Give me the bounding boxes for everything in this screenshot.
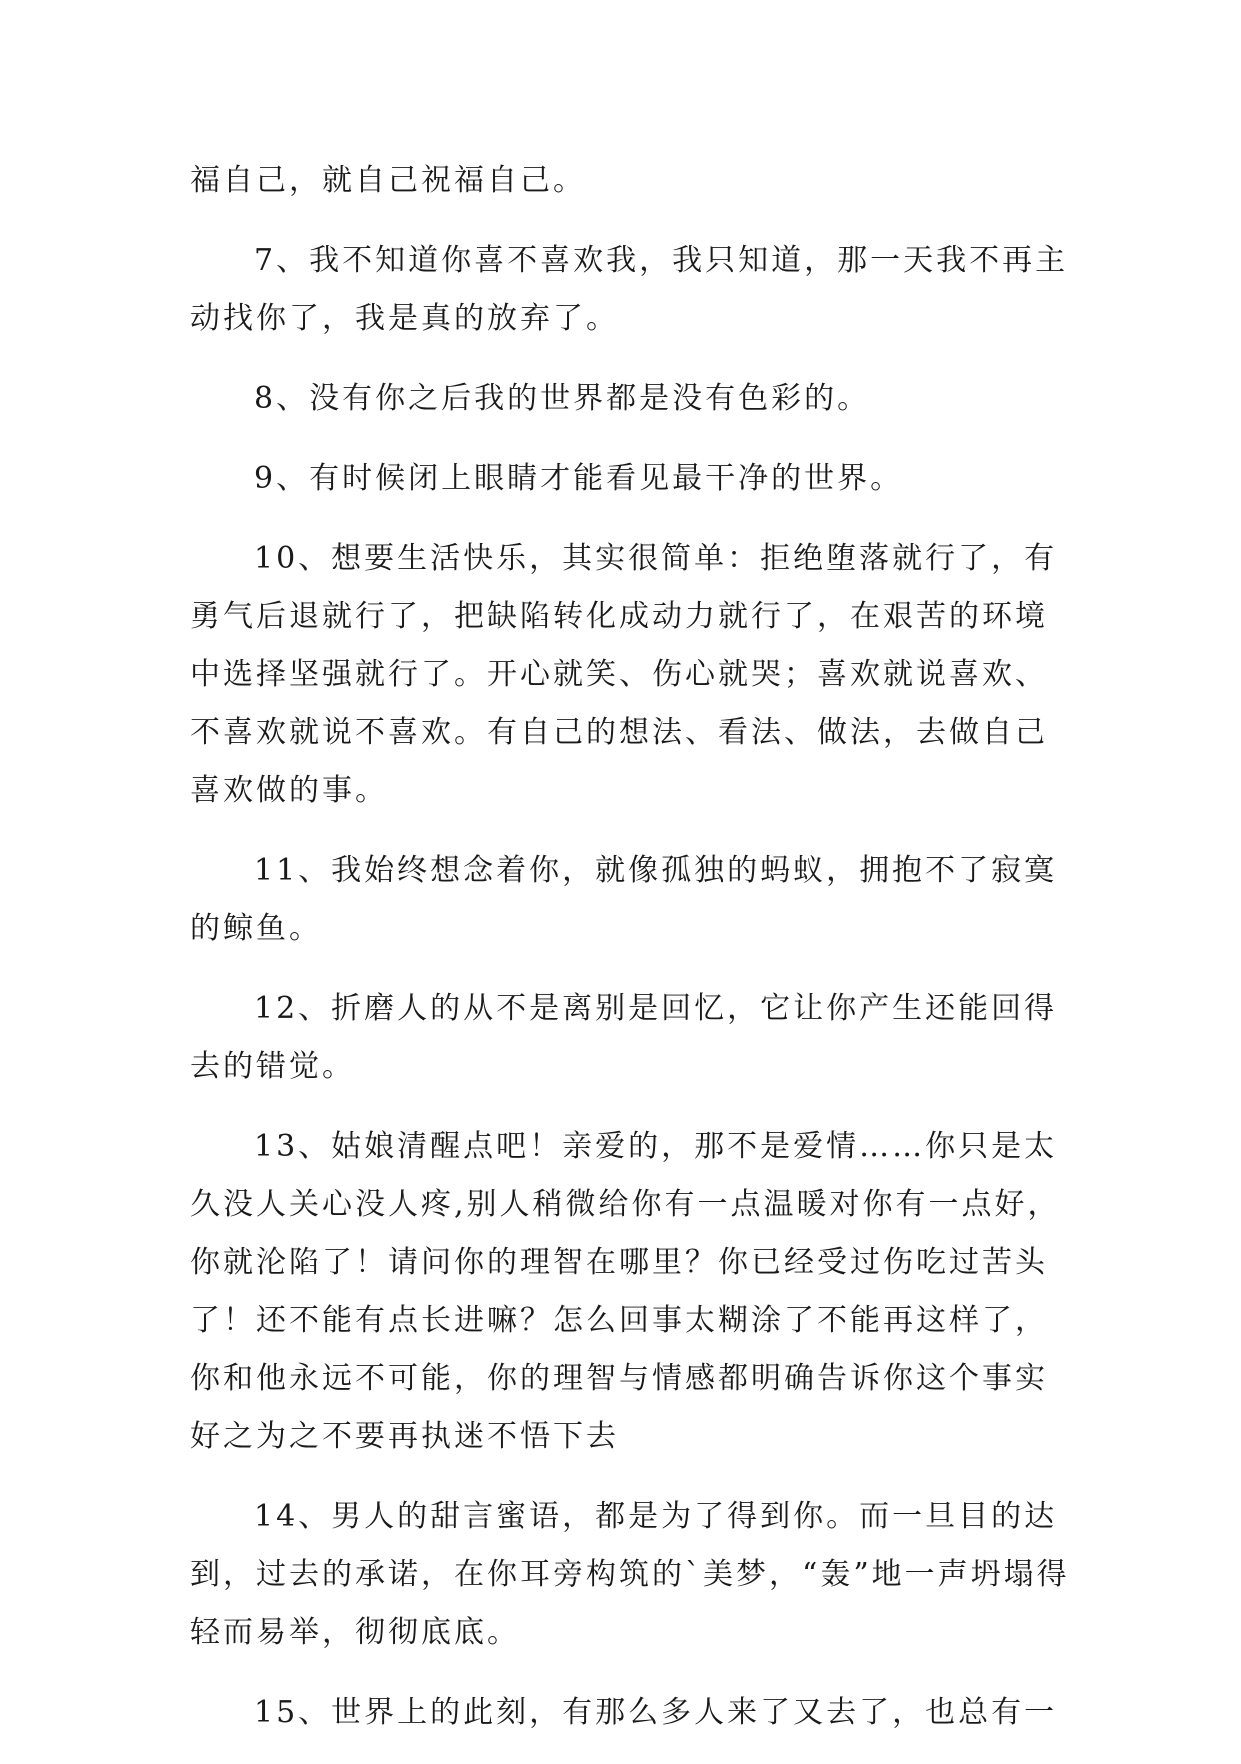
paragraph-item-9: 9、有时候闭上眼睛才能看见最干净的世界。 [254, 461, 904, 496]
paragraph-item-7: 7、我不知道你喜不喜欢我，我只知道，那一天我不再主动找你了，我是真的放弃了。 [190, 243, 1069, 336]
paragraph-item-12: 12、折磨人的从不是离别是回忆，它让你产生还能回得去的错觉。 [190, 991, 1058, 1084]
paragraph-item-15: 15、世界上的此刻，有那么多人来了又去了，也总有一 [254, 1695, 1058, 1730]
paragraph-item-10: 10、想要生活快乐，其实很简单：拒绝堕落就行了，有勇气后退就行了，把缺陷转化成动力就行了，在艰苦的环境中选择坚强就行了。开心就笑、伤心就哭；喜欢就说喜欢、不喜欢就说不喜欢。有自己的想法、看法、做法，去做自己喜欢做的事。 [190, 541, 1058, 808]
paragraph-fragment: 福自己，就自己祝福自己。 [190, 163, 586, 198]
paragraph-item-14: 14、男人的甜言蜜语，都是为了得到你。而一旦目的达到，过去的承诺，在你耳旁构筑的`美梦，“轰”地一声坍塌得轻而易举，彻彻底底。 [190, 1499, 1070, 1650]
document-page [190, 152, 1070, 1764]
paragraph-item-13: 13、姑娘清醒点吧！亲爱的，那不是爱情……你只是太久没人关心没人疼,别人稍微给你有一点温暖对你有一点好，你就沦陷了！请问你的理智在哪里？你已经受过伤吃过苦头了！还不能有点长进嘛？怎么回事太糊涂了不能再这样了，你和他永远不可能，你的理智与情感都明确告诉你这个事实好之为之不要再执迷不悟下去 [190, 1129, 1061, 1454]
paragraph-item-11: 11、我始终想念着你，就像孤独的蚂蚁，拥抱不了寂寞的鲸鱼。 [190, 853, 1058, 946]
paragraph-item-8: 8、没有你之后我的世界都是没有色彩的。 [254, 381, 871, 416]
